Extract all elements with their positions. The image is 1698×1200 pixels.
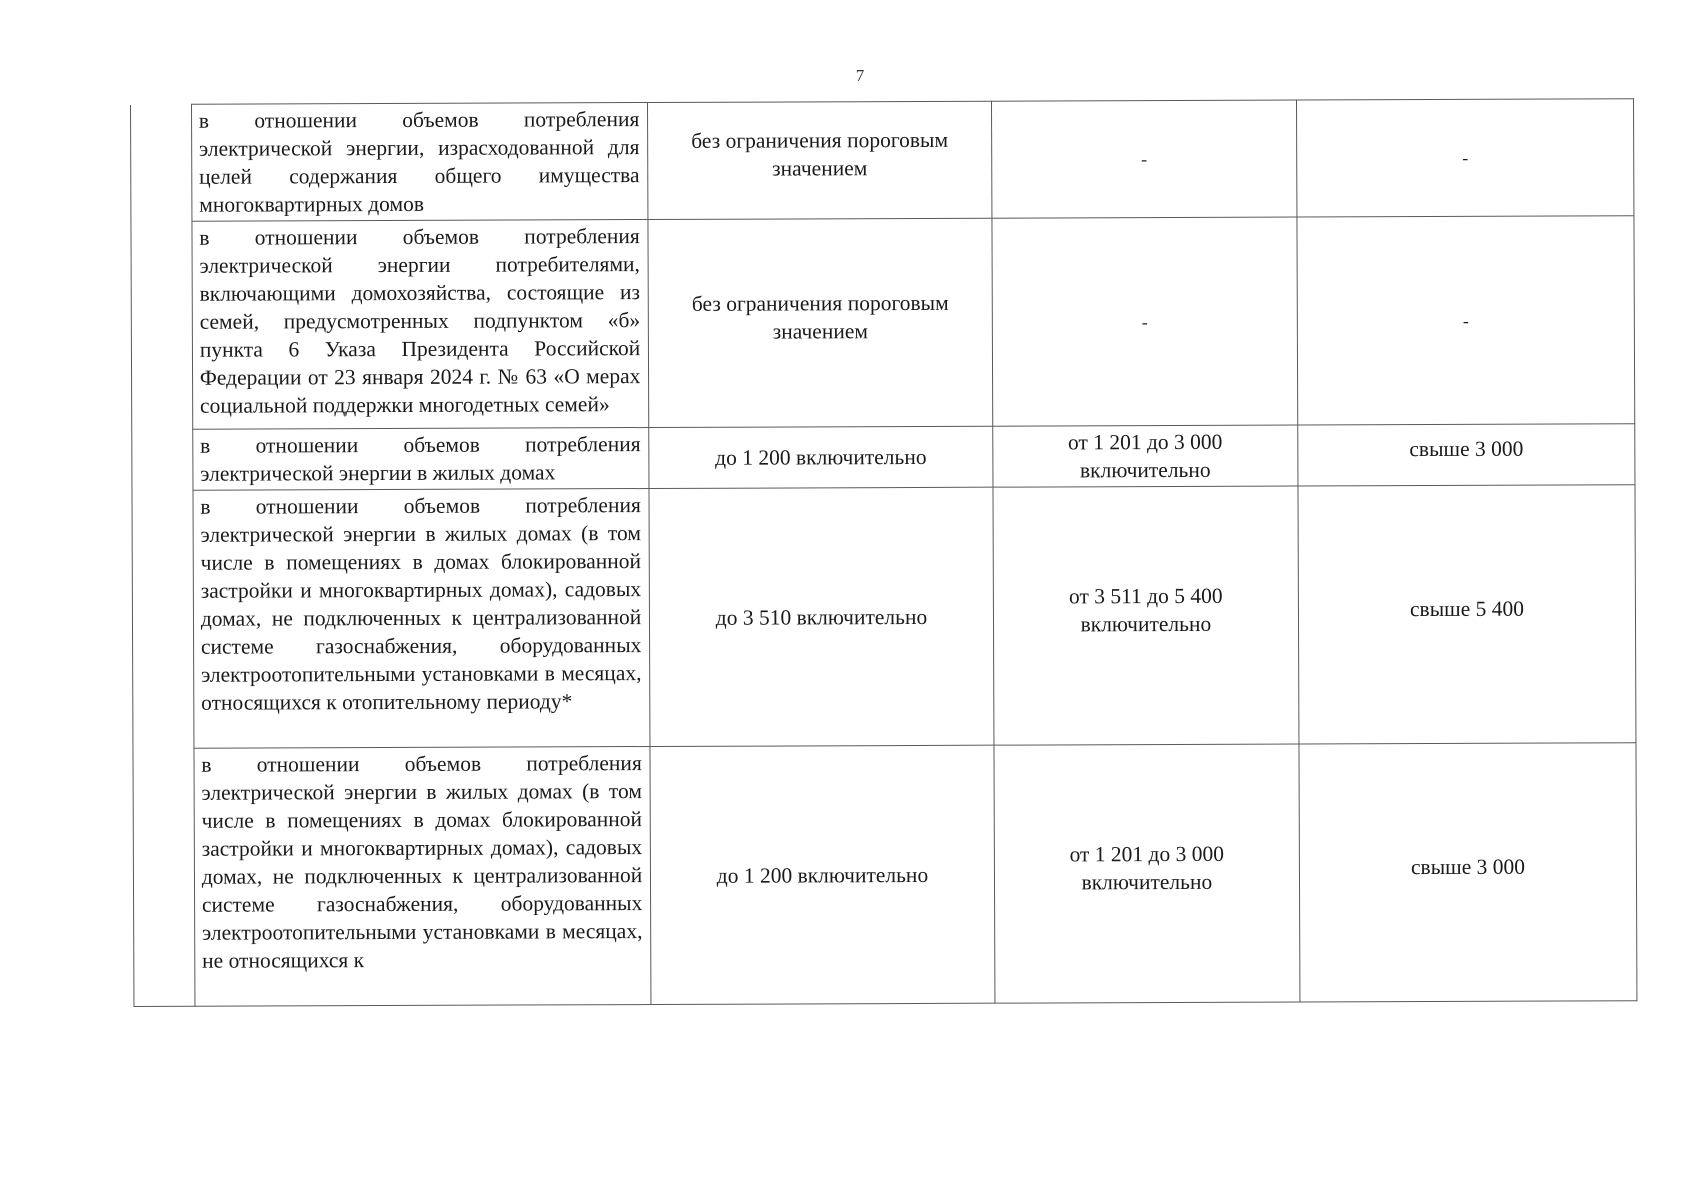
- threshold-low-cell: до 1 200 включительно: [650, 745, 994, 1004]
- threshold-low-cell: без ограничения пороговым значением: [648, 101, 992, 219]
- description-cell: в отношении объемов потребления электрической энергии в жилых домах (в том числе в помещениях в домах блокированной застройки и многоквартирных домах), садовых домах, не подключенных к централизованной системе газоснабжения, оборудованных электроотопительными установками в месяцах, относящихся к отопительному периоду*: [193, 489, 650, 749]
- threshold-mid-cell: от 3 511 до 5 400 включительно: [993, 486, 1299, 745]
- tariff-threshold-table: [130, 98, 1637, 1007]
- threshold-low-cell: до 1 200 включительно: [649, 426, 993, 488]
- threshold-mid-cell: -: [991, 100, 1297, 218]
- threshold-high-cell: свыше 5 400: [1298, 485, 1636, 744]
- table-row: [131, 216, 1635, 430]
- threshold-mid-cell: от 1 201 до 3 000 включительно: [992, 425, 1298, 487]
- table-row: [133, 743, 1637, 1007]
- threshold-high-cell: свыше 3 000: [1299, 743, 1637, 1002]
- page-number: 7: [855, 66, 865, 85]
- threshold-high-cell: -: [1297, 216, 1635, 425]
- table-row: [131, 99, 1634, 222]
- threshold-high-cell: свыше 3 000: [1298, 424, 1635, 486]
- threshold-mid-cell: -: [992, 217, 1298, 426]
- table-row: [132, 424, 1635, 491]
- threshold-low-cell: до 3 510 включительно: [649, 487, 993, 746]
- description-cell: в отношении объемов потребления электрической энергии, израсходованной для целей содержания общего имущества многоквартирных домов: [191, 103, 648, 222]
- table-row: [132, 485, 1636, 749]
- description-cell: в отношении объемов потребления электрической энергии потребителями, включающими домохозяйства, состоящие из семей, предусмотренных подпунктом «б» пункта 6 Указа Президента Российской Федерации от 23 января 2024 г. № 63 «О мерах социальной поддержки многодетных семей»: [192, 220, 649, 430]
- threshold-mid-cell: от 1 201 до 3 000 включительно: [994, 744, 1300, 1003]
- threshold-high-cell: -: [1297, 99, 1634, 217]
- threshold-low-cell: без ограничения пороговым значением: [648, 218, 992, 427]
- description-cell: в отношении объемов потребления электрической энергии в жилых домах (в том числе в помещениях в домах блокированной застройки и многоквартирных домах), садовых домах, не подключенных к централизованной системе газоснабжения, оборудованных электроотопительными установками в месяцах, не относящихся к: [194, 747, 651, 1007]
- description-cell: в отношении объемов потребления электрической энергии в жилых домах: [193, 428, 650, 491]
- row-number-cell: [131, 104, 195, 1006]
